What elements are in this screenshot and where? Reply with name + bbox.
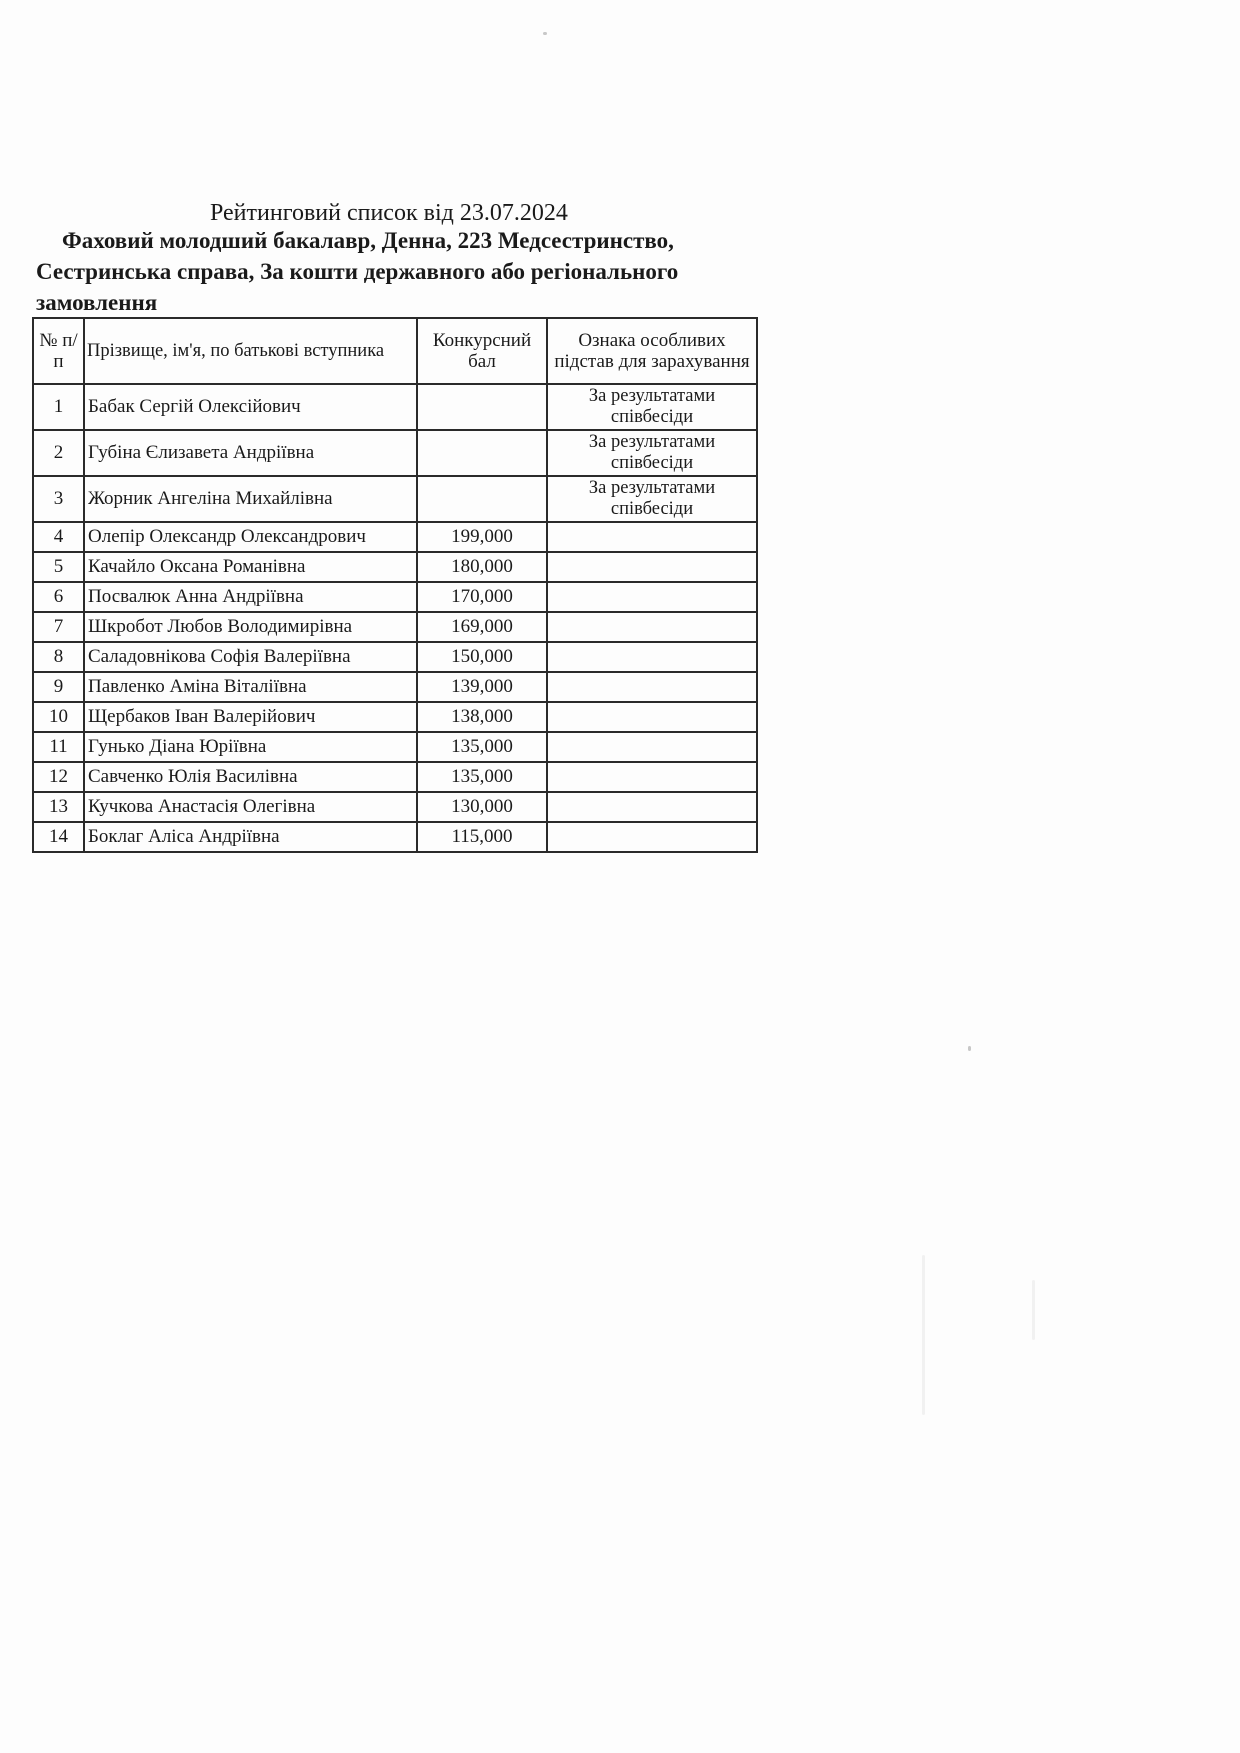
rating-table	[32, 317, 758, 853]
cell-number: 12	[33, 762, 84, 792]
table-body	[33, 384, 757, 852]
cell-number: 6	[33, 582, 84, 612]
table-row	[33, 552, 757, 582]
subtitle-line: замовлення	[36, 290, 158, 315]
cell-score: 115,000	[417, 822, 547, 852]
cell-name: Качайло Оксана Романівна	[84, 552, 417, 582]
cell-number: 10	[33, 702, 84, 732]
table-row	[33, 672, 757, 702]
cell-score: 130,000	[417, 792, 547, 822]
cell-name: Жорник Ангеліна Михайлівна	[84, 476, 417, 522]
cell-reason: За результатами співбесіди	[547, 430, 757, 476]
cell-score: 170,000	[417, 582, 547, 612]
cell-reason	[547, 552, 757, 582]
cell-number: 9	[33, 672, 84, 702]
cell-name: Бабак Сергій Олексійович	[84, 384, 417, 430]
document-subtitle	[36, 225, 756, 318]
cell-number: 11	[33, 732, 84, 762]
header-reason: Ознака особливих підстав для зарахування	[547, 318, 757, 384]
cell-number: 8	[33, 642, 84, 672]
table-row	[33, 476, 757, 522]
header-number: № п/п	[33, 318, 84, 384]
table-row	[33, 384, 757, 430]
cell-name: Посвалюк Анна Андріївна	[84, 582, 417, 612]
cell-reason: За результатами співбесіди	[547, 384, 757, 430]
cell-name: Шкробот Любов Володимирівна	[84, 612, 417, 642]
cell-number: 13	[33, 792, 84, 822]
table-row	[33, 582, 757, 612]
cell-name: Боклаг Аліса Андріївна	[84, 822, 417, 852]
cell-name: Кучкова Анастасія Олегівна	[84, 792, 417, 822]
table-row	[33, 822, 757, 852]
cell-score	[417, 476, 547, 522]
cell-reason	[547, 582, 757, 612]
table-row	[33, 792, 757, 822]
cell-score: 135,000	[417, 762, 547, 792]
cell-number: 7	[33, 612, 84, 642]
cell-number: 2	[33, 430, 84, 476]
cell-name: Олепір Олександр Олександрович	[84, 522, 417, 552]
scan-speck	[922, 1255, 925, 1415]
cell-score: 180,000	[417, 552, 547, 582]
cell-reason	[547, 672, 757, 702]
table-row	[33, 522, 757, 552]
table-row	[33, 732, 757, 762]
cell-reason	[547, 642, 757, 672]
cell-name: Савченко Юлія Василівна	[84, 762, 417, 792]
cell-score	[417, 430, 547, 476]
subtitle-line: Фаховий молодший бакалавр, Денна, 223 Медсестринство,	[62, 228, 674, 253]
table-row	[33, 430, 757, 476]
cell-number: 4	[33, 522, 84, 552]
cell-name: Губіна Єлизавета Андріївна	[84, 430, 417, 476]
header-score: Конкурсний бал	[417, 318, 547, 384]
cell-score: 138,000	[417, 702, 547, 732]
cell-number: 1	[33, 384, 84, 430]
table-row	[33, 762, 757, 792]
cell-name: Саладовнікова Софія Валеріївна	[84, 642, 417, 672]
cell-number: 5	[33, 552, 84, 582]
subtitle-line: Сестринська справа, За кошти державного або регіонального	[36, 259, 679, 284]
table-row	[33, 702, 757, 732]
header-name: Прізвище, ім'я, по батькові вступника	[84, 318, 417, 384]
table-row	[33, 642, 757, 672]
cell-score: 139,000	[417, 672, 547, 702]
cell-reason: За результатами співбесіди	[547, 476, 757, 522]
scan-speck	[968, 1046, 971, 1051]
cell-reason	[547, 732, 757, 762]
cell-score: 169,000	[417, 612, 547, 642]
table-header-row	[33, 318, 757, 384]
cell-score: 135,000	[417, 732, 547, 762]
scan-speck	[543, 32, 547, 35]
cell-reason	[547, 762, 757, 792]
cell-reason	[547, 792, 757, 822]
table-row	[33, 612, 757, 642]
document-title: Рейтинговий список від 23.07.2024	[210, 200, 568, 226]
cell-reason	[547, 822, 757, 852]
cell-score: 150,000	[417, 642, 547, 672]
cell-name: Гунько Діана Юріївна	[84, 732, 417, 762]
cell-number: 3	[33, 476, 84, 522]
cell-score: 199,000	[417, 522, 547, 552]
cell-score	[417, 384, 547, 430]
cell-name: Щербаков Іван Валерійович	[84, 702, 417, 732]
cell-reason	[547, 702, 757, 732]
cell-name: Павленко Аміна Віталіївна	[84, 672, 417, 702]
cell-number: 14	[33, 822, 84, 852]
cell-reason	[547, 612, 757, 642]
cell-reason	[547, 522, 757, 552]
scan-speck	[1032, 1280, 1035, 1340]
